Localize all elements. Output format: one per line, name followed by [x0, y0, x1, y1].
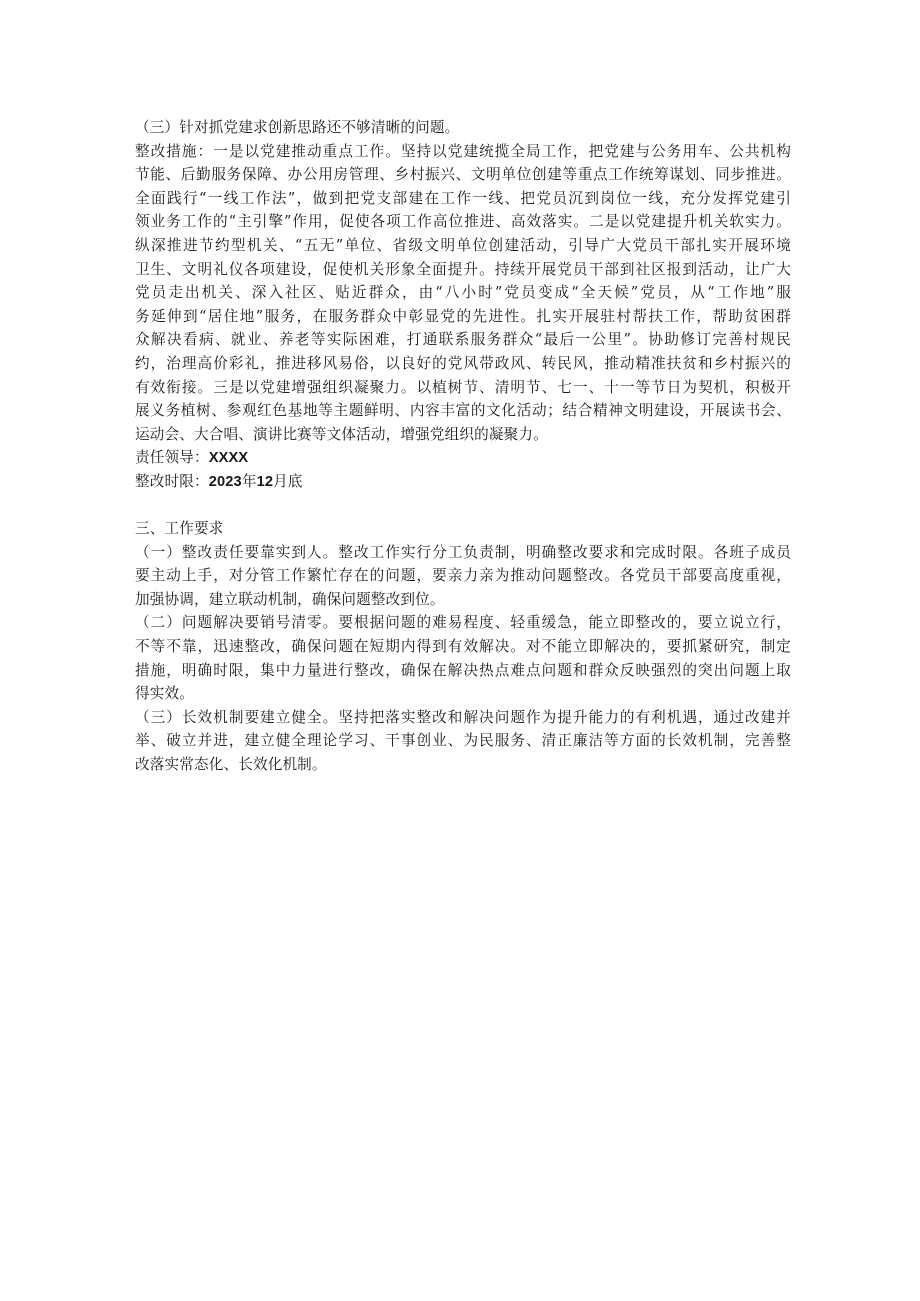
requirement-line: 要主动上手，对分管工作繁忙存在的问题，要亲力亲为推动问题整改。各党员干部要高度重视， [135, 567, 791, 585]
requirement-line: 举、破立并进，建立健全理论学习、干事创业、为民服务、清正廉洁等方面的长效机制，完善整 [135, 732, 791, 750]
blank-line [135, 494, 791, 518]
measures-line: 约，治理高价彩礼，推进移风易俗，以良好的党风带政风、转民风，推动精准扶贫和乡村振兴的 [135, 354, 791, 372]
requirement-paragraph-3 [135, 706, 791, 777]
item-title: （三）针对抓党建求创新思路还不够清晰的问题。 [135, 119, 460, 136]
deadline-month-unit: 月底 [273, 472, 303, 490]
measures-line: 卫生、文明礼仪各项建设，促使机关形象全面提升。持续开展党员干部到社区报到活动，让广大 [135, 260, 791, 278]
measures-line: 党员走出机关、深入社区、贴近群众，由“八小时”党员变成“全天候”党员，从“工作地”服 [135, 284, 791, 302]
leader-value: XXXX [208, 450, 249, 467]
deadline-label: 整改时限： [135, 472, 209, 490]
deadline-year: 2023 [208, 473, 242, 490]
requirement-paragraph-1 [135, 541, 791, 612]
rectification-deadline [135, 470, 791, 494]
requirement-line: （一）整改责任要靠实到人。整改工作实行分工负责制，明确整改要求和完成时限。各班子成员 [135, 543, 791, 561]
measures-line: 运动会、大合唱、演讲比赛等文体活动，增强党组织的凝聚力。 [135, 425, 548, 443]
requirement-paragraph-2 [135, 611, 791, 705]
deadline-year-unit: 年 [241, 472, 257, 490]
measures-line: 纵深推进节约型机关、“五无”单位、省级文明单位创建活动，引导广大党员干部扎实开展环境 [135, 236, 791, 254]
measures-line: 有效衔接。三是以党建增强组织凝聚力。以植树节、清明节、七一、十一等节日为契机，积极开 [135, 378, 791, 396]
measures-line: 整改措施：一是以党建推动重点工作。坚持以党建统揽全局工作，把党建与公务用车、公共机构 [135, 142, 791, 160]
requirement-line: （二）问题解决要销号清零。要根据问题的难易程度、轻重缓急，能立即整改的，要立说立行， [135, 614, 791, 632]
section-heading: 三、工作要求 [135, 520, 224, 538]
deadline-month: 12 [256, 473, 274, 490]
measures-line: 全面践行“一线工作法”，做到把党支部建在工作一线、把党员沉到岗位一线，充分发挥党建引 [135, 189, 791, 207]
requirement-line: （三）长效机制要建立健全。坚持把落实整改和解决问题作为提升能力的有利机遇，通过改建并 [135, 708, 791, 726]
requirement-line: 措施，明确时限，集中力量进行整改，确保在解决热点难点问题和群众反映强烈的突出问题上取 [135, 661, 791, 679]
measures-line: 节能、后勤服务保障、办公用房管理、乡村振兴、文明单位创建等重点工作统筹谋划、同步推进。 [135, 166, 791, 184]
document-page [135, 116, 791, 777]
requirement-line: 得实效。 [135, 685, 194, 703]
measures-line: 展义务植树、参观红色基地等主题鲜明、内容丰富的文化活动；结合精神文明建设，开展读书会、 [135, 402, 791, 420]
measures-paragraph [135, 140, 791, 447]
measures-line: 众解决看病、就业、养老等实际困难，打通联系服务群众“最后一公里”。协助修订完善村规民 [135, 331, 791, 349]
requirement-line: 不等不靠，迅速整改，确保问题在短期内得到有效解决。对不能立即解决的，要抓紧研究，制定 [135, 638, 791, 656]
responsible-leader [135, 446, 791, 470]
requirement-line: 改落实常态化、长效化机制。 [135, 756, 327, 774]
leader-label: 责任领导： [135, 449, 209, 467]
requirement-line: 加强协调，建立联动机制，确保问题整改到位。 [135, 590, 445, 608]
measures-line: 务延伸到“居住地”服务，在服务群众中彰显党的先进性。扎实开展驻村帮扶工作，帮助贫困群 [135, 307, 791, 325]
measures-line: 领业务工作的“主引擎”作用，促使各项工作高位推进、高效落实。二是以党建提升机关软实力。 [135, 213, 791, 231]
